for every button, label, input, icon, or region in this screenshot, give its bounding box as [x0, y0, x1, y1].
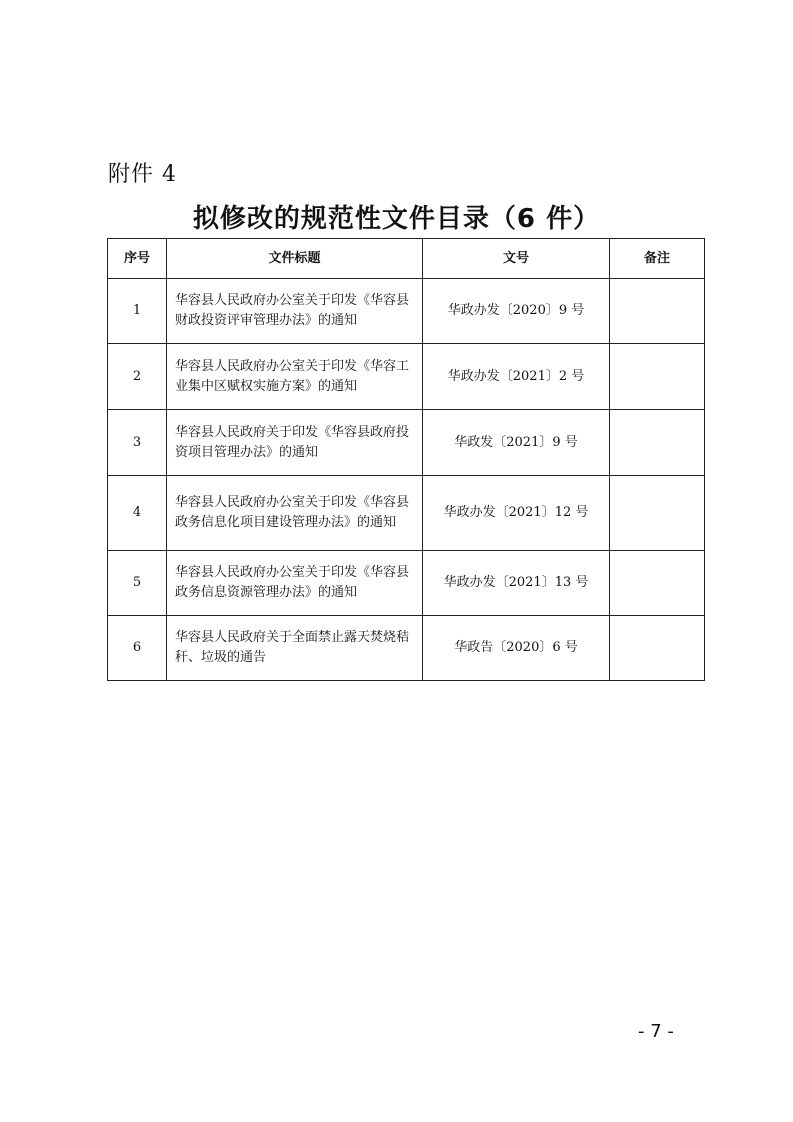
row-remark	[610, 279, 705, 344]
row-remark	[610, 344, 705, 410]
row-seq: 5	[108, 551, 167, 616]
row-remark	[610, 551, 705, 616]
page-title: 拟修改的规范性文件目录（6 件）	[192, 204, 601, 234]
header-seq: 序号	[108, 239, 167, 279]
row-doc-number: 华政办发〔2020〕9 号	[423, 279, 610, 344]
table-row	[108, 344, 705, 410]
row-doc-title: 华容县人民政府关于全面禁止露天焚烧秸秆、垃圾的通告	[167, 616, 423, 681]
header-doc-number: 文号	[423, 239, 610, 279]
row-seq: 1	[108, 279, 167, 344]
row-doc-number: 华政办发〔2021〕2 号	[423, 344, 610, 410]
header-doc-title: 文件标题	[167, 239, 423, 279]
table-row	[108, 616, 705, 681]
row-remark	[610, 616, 705, 681]
row-doc-title: 华容县人民政府办公室关于印发《华容工业集中区赋权实施方案》的通知	[167, 344, 423, 410]
row-doc-number: 华政办发〔2021〕13 号	[423, 551, 610, 616]
table-row	[108, 476, 705, 551]
row-doc-title: 华容县人民政府办公室关于印发《华容县政务信息化项目建设管理办法》的通知	[167, 476, 423, 551]
table-header-row	[108, 239, 705, 279]
page-number: - 7 -	[638, 1021, 674, 1042]
row-doc-number: 华政告〔2020〕6 号	[423, 616, 610, 681]
row-remark	[610, 410, 705, 476]
table-row	[108, 279, 705, 344]
header-remarks: 备注	[610, 239, 705, 279]
row-seq: 6	[108, 616, 167, 681]
row-doc-title: 华容县人民政府办公室关于印发《华容县财政投资评审管理办法》的通知	[167, 279, 423, 344]
row-doc-title: 华容县人民政府关于印发《华容县政府投资项目管理办法》的通知	[167, 410, 423, 476]
row-remark	[610, 476, 705, 551]
row-doc-title: 华容县人民政府办公室关于印发《华容县政务信息资源管理办法》的通知	[167, 551, 423, 616]
row-seq: 4	[108, 476, 167, 551]
row-seq: 3	[108, 410, 167, 476]
row-seq: 2	[108, 344, 167, 410]
table-row	[108, 551, 705, 616]
attachment-label: 附件 4	[108, 162, 177, 187]
row-doc-number: 华政发〔2021〕9 号	[423, 410, 610, 476]
document-list-table	[107, 238, 705, 681]
row-doc-number: 华政办发〔2021〕12 号	[423, 476, 610, 551]
table-row	[108, 410, 705, 476]
